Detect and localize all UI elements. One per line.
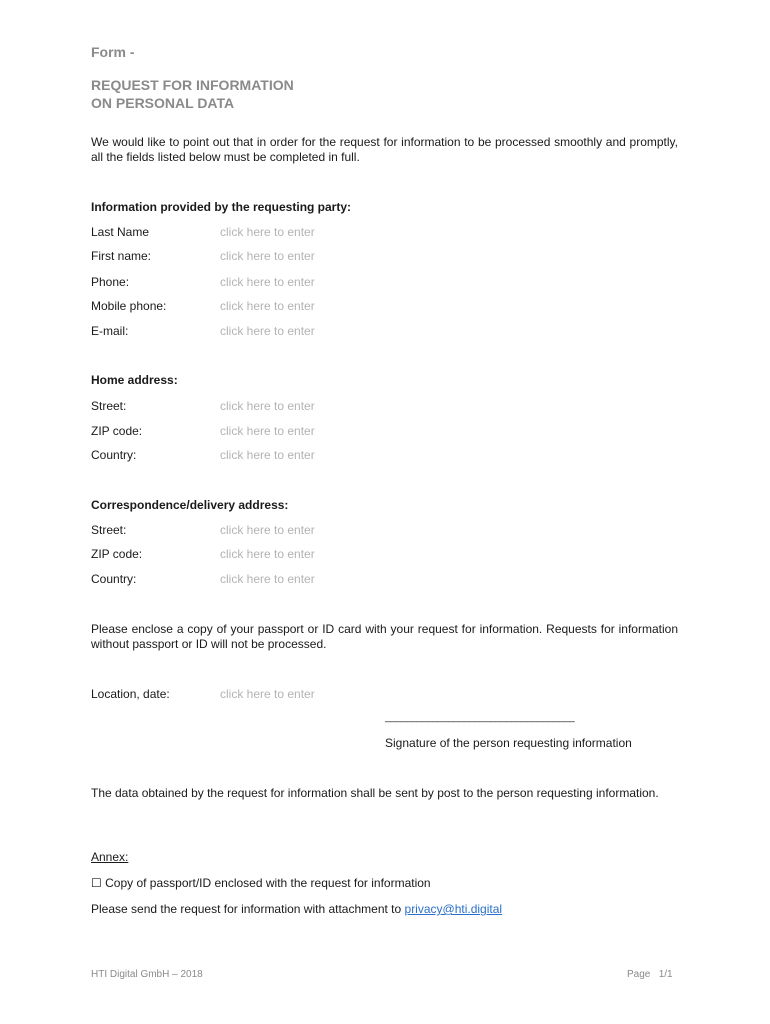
annex-label: Annex:	[91, 850, 129, 864]
intro-paragraph: We would like to point out that in order for the request for information to be processed smoothly and promptly, all the fields listed below must be completed in full.	[91, 135, 678, 164]
home-country-field[interactable]: click here to enter	[220, 448, 315, 462]
phone-field[interactable]: click here to enter	[220, 275, 315, 289]
footer-page-number: Page 1/1	[627, 969, 673, 980]
delivery-zip-label: ZIP code:	[91, 547, 143, 561]
mobile-phone-field[interactable]: click here to enter	[220, 299, 315, 313]
delivery-zip-field[interactable]: click here to enter	[220, 547, 315, 561]
delivery-address-heading: Correspondence/delivery address:	[91, 498, 289, 512]
privacy-email-link[interactable]: privacy@hti.digital	[404, 902, 503, 916]
requesting-party-heading: Information provided by the requesting party:	[91, 200, 352, 214]
passport-checkbox-row	[91, 876, 431, 890]
home-address-heading: Home address:	[91, 373, 178, 387]
home-street-field[interactable]: click here to enter	[220, 399, 315, 413]
location-date-label: Location, date:	[91, 687, 170, 701]
send-request-text: Please send the request for information with attachment to	[91, 902, 402, 916]
last-name-field[interactable]: click here to enter	[220, 225, 315, 239]
home-zip-label: ZIP code:	[91, 424, 143, 438]
passport-checkbox-label: Copy of passport/ID enclosed with the request for information	[105, 876, 431, 890]
post-notice-paragraph: The data obtained by the request for information shall be sent by post to the person requesting information.	[91, 786, 659, 800]
id-notice-paragraph: Please enclose a copy of your passport or ID card with your request for information. Requests for information without passport or ID will not be processed.	[91, 622, 678, 651]
delivery-country-field[interactable]: click here to enter	[220, 572, 315, 586]
passport-checkbox[interactable]: ☐	[91, 876, 102, 890]
mobile-phone-label: Mobile phone:	[91, 299, 167, 313]
first-name-label: First name:	[91, 249, 152, 263]
delivery-country-label: Country:	[91, 572, 137, 586]
home-street-label: Street:	[91, 399, 127, 413]
first-name-field[interactable]: click here to enter	[220, 249, 315, 263]
location-date-field[interactable]: click here to enter	[220, 687, 315, 701]
footer-company: HTI Digital GmbH – 2018	[91, 969, 203, 980]
signature-line: ____________________________________	[385, 712, 575, 723]
form-label: Form -	[91, 44, 135, 60]
email-field[interactable]: click here to enter	[220, 324, 315, 338]
delivery-street-field[interactable]: click here to enter	[220, 523, 315, 537]
email-label: E-mail:	[91, 324, 129, 338]
home-zip-field[interactable]: click here to enter	[220, 424, 315, 438]
home-country-label: Country:	[91, 448, 137, 462]
page-title-line2: ON PERSONAL DATA	[91, 95, 235, 111]
phone-label: Phone:	[91, 275, 130, 289]
delivery-street-label: Street:	[91, 523, 127, 537]
signature-caption: Signature of the person requesting information	[385, 736, 632, 750]
last-name-label: Last Name	[91, 225, 150, 239]
send-request-line	[91, 902, 502, 916]
page-title-line1: REQUEST FOR INFORMATION	[91, 77, 294, 93]
